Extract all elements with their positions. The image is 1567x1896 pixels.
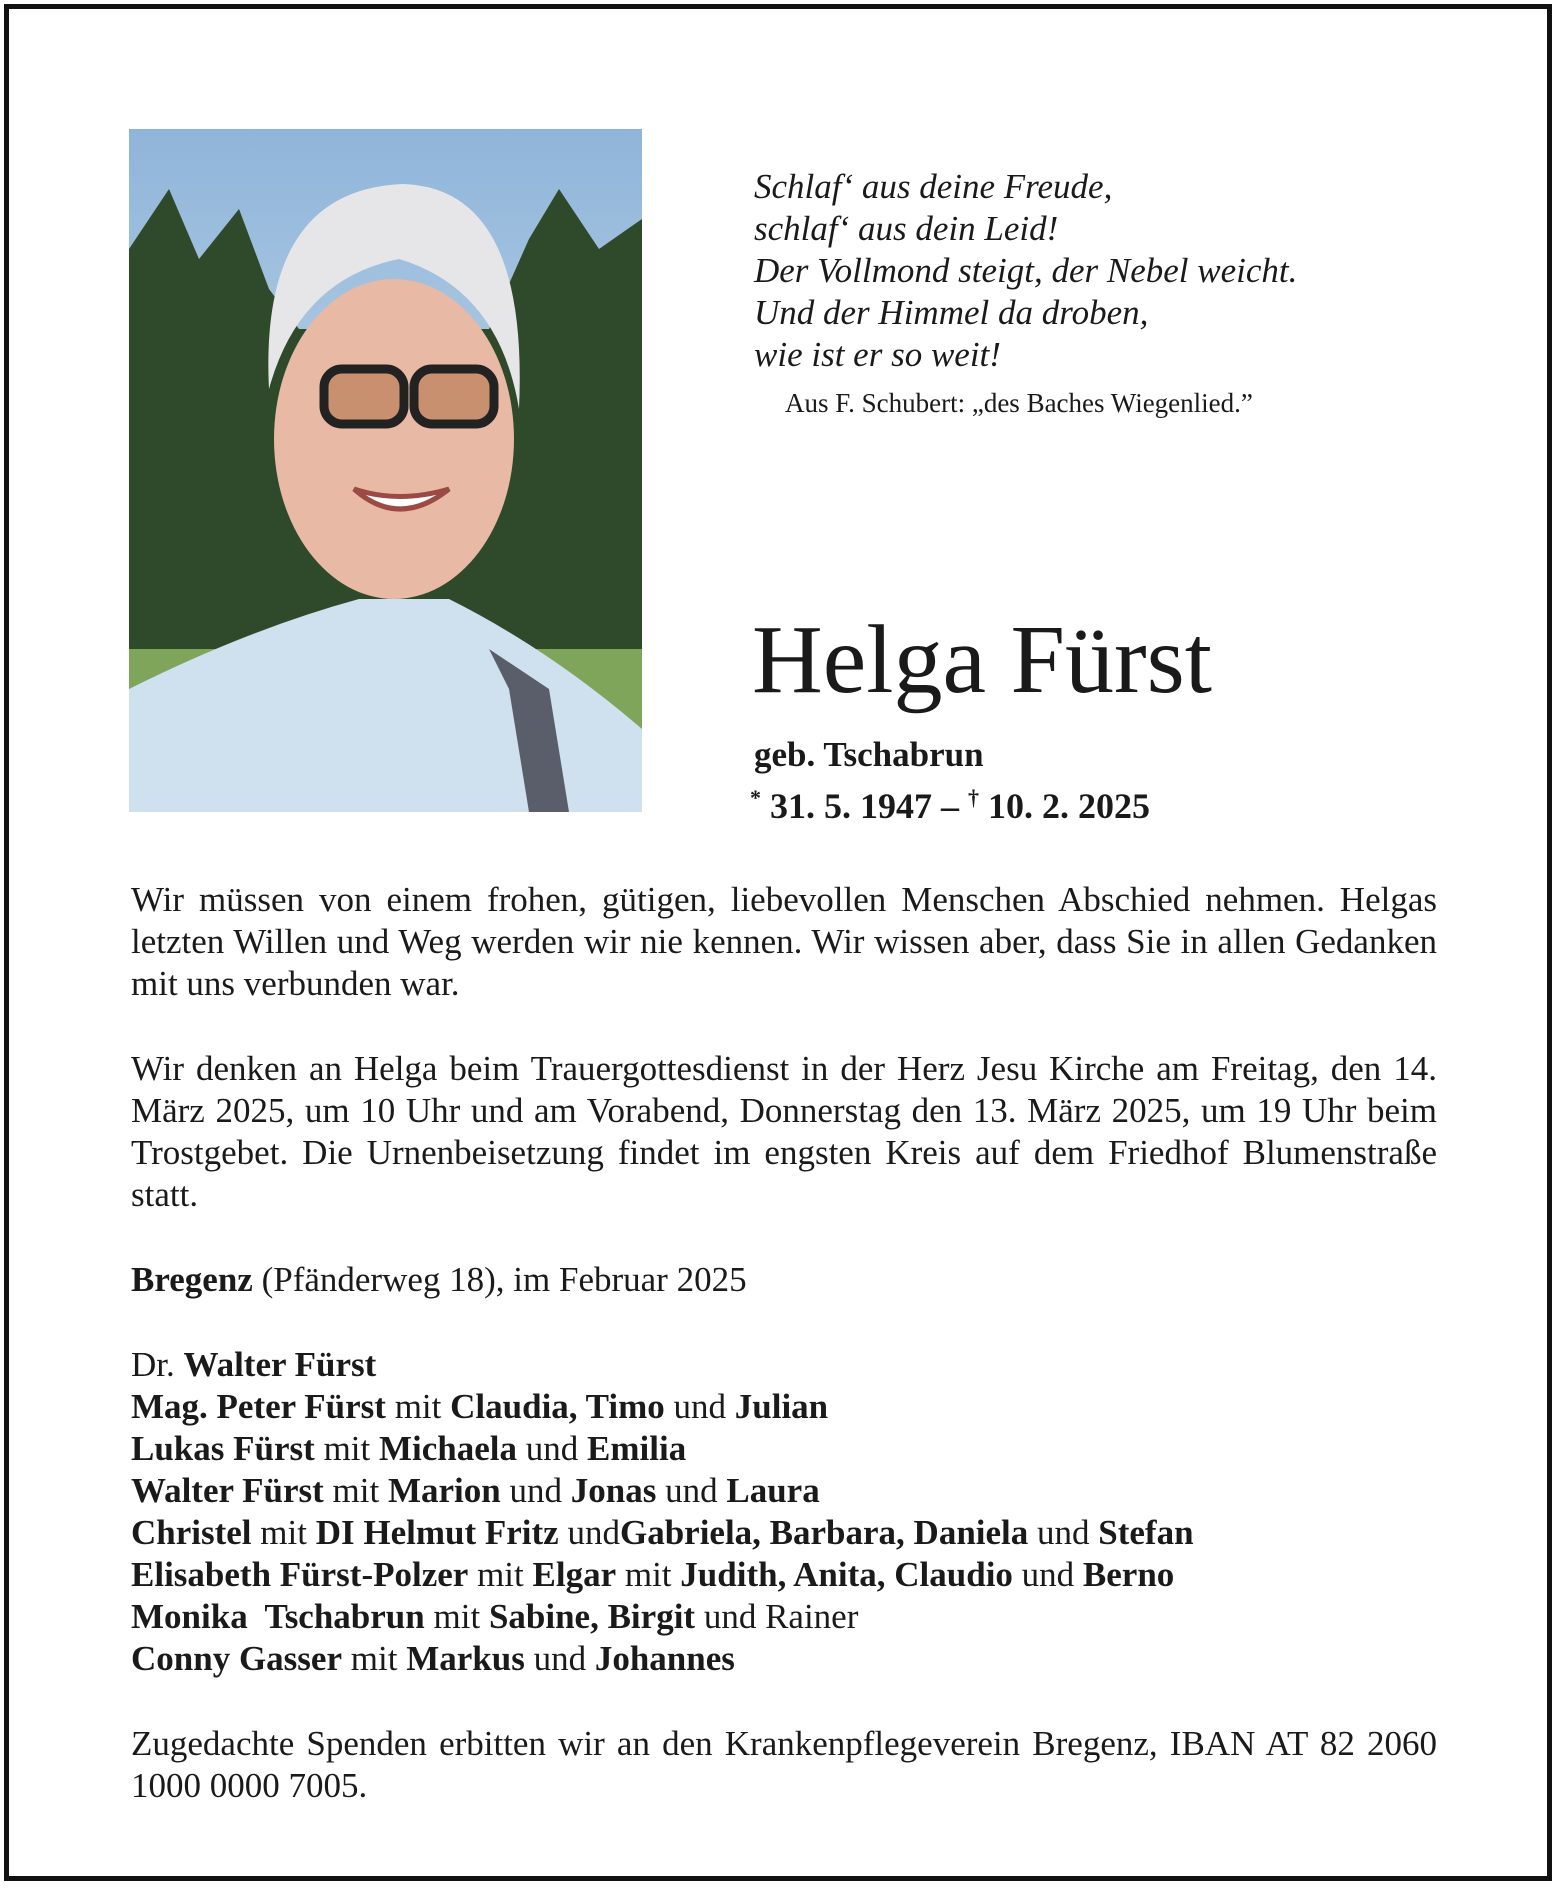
connector-text: mit (385, 1387, 451, 1426)
connector-text: mit (616, 1555, 681, 1594)
family-member-name: Walter Fürst (183, 1345, 377, 1384)
family-member-name: Christel (131, 1513, 252, 1552)
life-dates (750, 776, 1150, 828)
connector-text: mit (342, 1639, 407, 1678)
family-member-name: Elgar (532, 1555, 617, 1594)
birth-name: geb. Tschabrun (754, 735, 984, 774)
family-member-name: Walter Fürst (131, 1471, 324, 1510)
family-line (131, 1596, 1194, 1638)
connector-text: und (517, 1429, 588, 1468)
family-member-name: Michaela (379, 1429, 518, 1468)
family-member-name: Marion (387, 1471, 501, 1510)
family-member-name: Laura (726, 1471, 820, 1510)
connector-text: und (664, 1387, 735, 1426)
family-line (131, 1554, 1194, 1596)
family-line (131, 1470, 1194, 1512)
family-member-name: Claudia, Timo (450, 1387, 665, 1426)
family-member-name: Judith, Anita, Claudio (680, 1555, 1013, 1594)
connector-text: und (1028, 1513, 1099, 1552)
connector-text: mit (314, 1429, 379, 1468)
family-line (131, 1344, 1194, 1386)
family-member-name: Stefan (1098, 1513, 1194, 1552)
connector-text: mit (424, 1597, 489, 1636)
portrait-photo (129, 129, 642, 812)
poem-line: Und der Himmel da droben, (754, 293, 1149, 332)
connector-text: und (1012, 1555, 1083, 1594)
date-separator: – (932, 786, 968, 826)
service-paragraph: Wir denken an Helga beim Trauergottesdienst in der Herz Jesu Kirche am Freitag, den 14. März 2025, um 10 Uhr und am Vorabend, Donnerstag den 13. März 2025, um 19 Uhr beim Trostgebet. Die Urnenbeisetzung findet im engsten Kreis auf dem Friedhof Blumenstraße statt. (131, 1049, 1437, 1214)
connector-text: und (558, 1513, 620, 1552)
family-line (131, 1428, 1194, 1470)
connector-text: Dr. (131, 1345, 184, 1384)
poem-line: Der Vollmond steigt, der Nebel weicht. (754, 251, 1298, 290)
poem-line: Schlaf‘ aus deine Freude, (754, 167, 1113, 206)
family-member-name: Emilia (587, 1429, 687, 1468)
poem-line: schlaf‘ aus dein Leid! (754, 209, 1059, 248)
family-member-name: Monika Tschabrun (131, 1597, 425, 1636)
family-member-name: Julian (734, 1387, 829, 1426)
farewell-paragraph: Wir müssen von einem frohen, gütigen, liebevollen Menschen Abschied nehmen. Helgas letzten Willen und Weg werden wir nie kennen. Wir wissen aber, dass Sie in allen Gedanken mit uns verbunden war. (131, 880, 1437, 1003)
death-symbol: † (968, 785, 979, 810)
donation-paragraph: Zugedachte Spenden erbitten wir an den Krankenpflegeverein Bregenz, IBAN AT 82 2060 1000 0000 7005. (131, 1724, 1437, 1805)
poem-citation: Aus F. Schubert: „des Baches Wiegenlied.” (785, 388, 1253, 418)
poem-line: wie ist er so weit! (754, 335, 1001, 374)
connector-text: mit (468, 1555, 533, 1594)
family-list (131, 1344, 1194, 1680)
family-member-name: Johannes (594, 1639, 735, 1678)
family-member-name: Gabriela, Barbara, Daniela (619, 1513, 1029, 1552)
family-member-name: Elisabeth Fürst-Polzer (131, 1555, 469, 1594)
connector-text: mit (323, 1471, 388, 1510)
family-member-name: Lukas Fürst (131, 1429, 315, 1468)
death-date: 10. 2. 2025 (988, 786, 1150, 826)
place-date-line (131, 1259, 1437, 1301)
connector-text: und Rainer (695, 1597, 859, 1636)
birth-symbol: * (750, 785, 761, 810)
address-date: (Pfänderweg 18), im Februar 2025 (252, 1260, 747, 1299)
family-line (131, 1638, 1194, 1680)
family-member-name: Markus (406, 1639, 525, 1678)
family-member-name: Conny Gasser (131, 1639, 342, 1678)
family-member-name: Berno (1082, 1555, 1175, 1594)
city: Bregenz (131, 1260, 253, 1299)
connector-text: mit (251, 1513, 316, 1552)
family-line (131, 1512, 1194, 1554)
connector-text: und (656, 1471, 727, 1510)
family-member-name: Jonas (570, 1471, 657, 1510)
family-member-name: Sabine, Birgit (488, 1597, 696, 1636)
family-line (131, 1386, 1194, 1428)
family-member-name: Mag. Peter Fürst (131, 1387, 386, 1426)
deceased-name: Helga Fürst (752, 606, 1212, 714)
poem (754, 166, 1297, 376)
connector-text: und (500, 1471, 571, 1510)
family-member-name: DI Helmut Fritz (315, 1513, 559, 1552)
connector-text: und (524, 1639, 595, 1678)
birth-date: 31. 5. 1947 (770, 786, 932, 826)
